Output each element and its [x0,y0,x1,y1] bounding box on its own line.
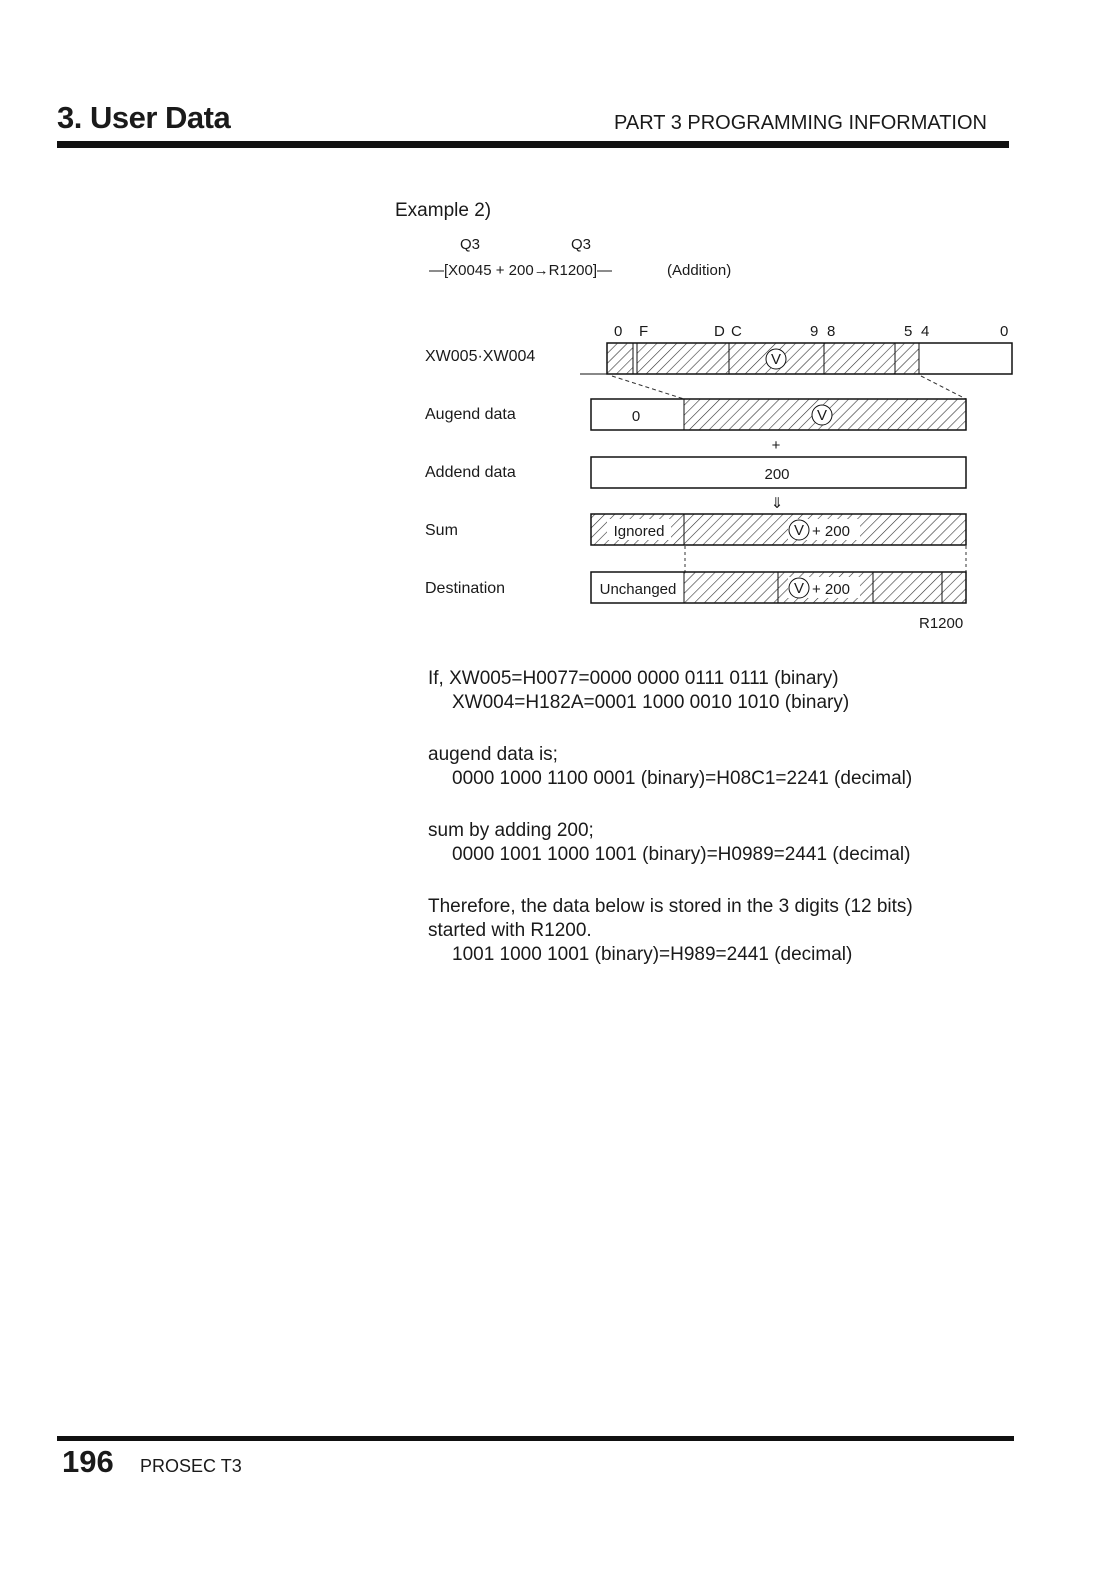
sum-intro: sum by adding 200; [428,820,594,841]
augend-intro: augend data is; [428,744,558,765]
therefore-line1: Therefore, the data below is stored in the 3 digits (12 bits) [428,896,913,917]
q3-label-right: Q3 [571,236,592,253]
sum-expr: + 200 [812,523,850,540]
register-label: XW005·XW004 [425,348,536,365]
page-number: 196 [62,1444,114,1479]
bit-diagram [0,0,1120,700]
footer-rule [57,1436,1014,1441]
bit-label: D [714,323,725,340]
destination-unchanged: Unchanged [599,581,677,598]
augend-label: Augend data [425,406,516,423]
destination-expr: + 200 [812,581,850,598]
bit-label: C [731,323,742,340]
body-line-xw004: XW004=H182A=0001 1000 0010 1010 (binary) [452,692,850,713]
addend-value: 200 [764,466,790,483]
addend-label: Addend data [425,464,516,481]
q3-label-left: Q3 [460,236,481,253]
augend-zero: 0 [631,408,641,425]
destination-register: R1200 [919,615,964,632]
sum-row [591,514,966,545]
destination-v-symbol: V [793,580,805,597]
bit-label: 0 [1000,323,1009,340]
bit-label: F [639,323,649,340]
instruction-text: X0045 + 200→R1200 [448,262,593,279]
destination-label: Destination [425,580,506,597]
bit-label: 0 [614,323,623,340]
destination-row [591,572,966,603]
body-line-xw005: If, XW005=H0077=0000 0000 0111 0111 (binary) [428,668,839,689]
therefore-line2: started with R1200. [428,920,592,941]
plus-sign: + [771,437,781,454]
part-title: PART 3 PROGRAMMING INFORMATION [614,112,987,134]
bit-label: 5 [904,323,913,340]
sum-ignored: Ignored [613,523,665,540]
product-name: PROSEC T3 [140,1456,242,1476]
example-title: Example 2) [395,200,492,221]
instruction-note: (Addition) [667,262,732,279]
rung-line-right: ]— [592,262,613,279]
augend-value: 0000 1000 1100 0001 (binary)=H08C1=2241 (decimal) [452,768,913,789]
augend-row [591,399,966,430]
bit-label: 9 [810,323,819,340]
result-value: 1001 1000 1001 (binary)=H989=2441 (decimal) [452,944,853,965]
section-title: 3. User Data [57,100,231,135]
sum-label: Sum [425,522,458,539]
sum-v-symbol: V [793,522,805,539]
down-arrow-icon: ⇓ [770,495,784,512]
addend-row [591,457,966,488]
register-v-symbol: V [770,351,782,368]
bit-label: 4 [921,323,930,340]
rung-line-left: —[ [429,262,449,279]
sum-value: 0000 1001 1000 1001 (binary)=H0989=2441 (decimal) [452,844,911,865]
register-row [580,343,1012,374]
bit-label: 8 [827,323,836,340]
augend-v-symbol: V [816,407,828,424]
